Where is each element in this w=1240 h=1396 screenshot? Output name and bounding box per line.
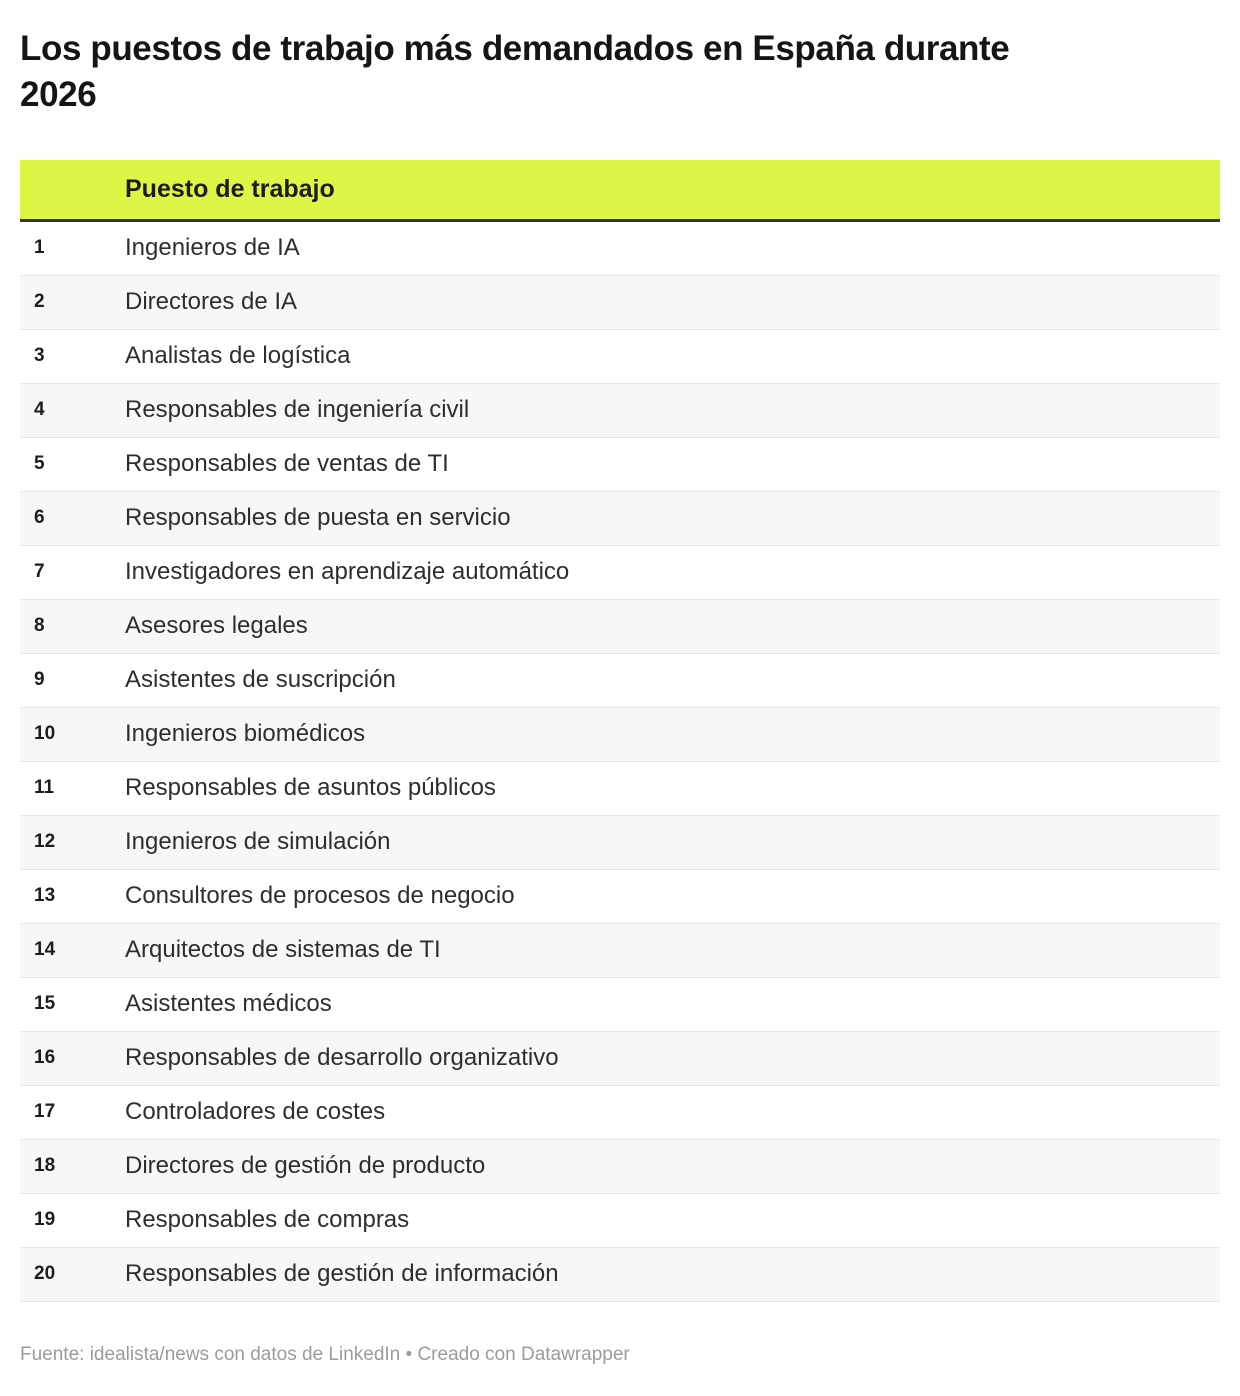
row-rank: 4 <box>34 399 45 421</box>
table-row <box>20 924 1220 978</box>
table-row <box>20 438 1220 492</box>
table-row <box>20 222 1220 276</box>
row-rank: 20 <box>34 1263 56 1285</box>
row-rank: 13 <box>34 885 56 907</box>
row-label: Consultores de procesos de negocio <box>125 882 515 910</box>
table-row <box>20 492 1220 546</box>
row-rank: 14 <box>34 939 56 961</box>
row-label: Arquitectos de sistemas de TI <box>125 936 441 964</box>
table-row <box>20 816 1220 870</box>
jobs-table <box>20 160 1220 1302</box>
table-row <box>20 1194 1220 1248</box>
row-rank: 1 <box>34 237 45 259</box>
table-row <box>20 276 1220 330</box>
row-rank: 15 <box>34 993 56 1015</box>
page-title: Los puestos de trabajo más demandados en España durante 2026 <box>20 29 1010 114</box>
row-label: Asesores legales <box>125 612 308 640</box>
table-row <box>20 978 1220 1032</box>
row-rank: 3 <box>34 345 45 367</box>
row-label: Controladores de costes <box>125 1098 386 1126</box>
row-label: Investigadores en aprendizaje automático <box>125 558 570 586</box>
row-rank: 7 <box>34 561 45 583</box>
row-rank: 12 <box>34 831 56 853</box>
row-rank: 6 <box>34 507 45 529</box>
row-label: Responsables de puesta en servicio <box>125 504 511 532</box>
row-label: Responsables de asuntos públicos <box>125 774 496 802</box>
row-rank: 5 <box>34 453 45 475</box>
row-rank: 9 <box>34 669 45 691</box>
table-header-row <box>20 160 1220 222</box>
row-label: Directores de gestión de producto <box>125 1152 486 1180</box>
table-body <box>20 222 1220 1302</box>
row-label: Ingenieros de IA <box>125 234 300 262</box>
row-rank: 18 <box>34 1155 56 1177</box>
table-row <box>20 1248 1220 1302</box>
row-rank: 11 <box>34 777 55 799</box>
row-label: Responsables de compras <box>125 1206 410 1234</box>
table-row <box>20 600 1220 654</box>
table-row <box>20 654 1220 708</box>
row-rank: 2 <box>34 291 45 313</box>
row-label: Responsables de gestión de información <box>125 1260 559 1288</box>
table-header-puesto-de-trabajo: Puesto de trabajo <box>125 174 335 203</box>
table-row <box>20 384 1220 438</box>
row-rank: 10 <box>34 723 56 745</box>
row-label: Responsables de ventas de TI <box>125 450 449 478</box>
source-attribution: Fuente: idealista/news con datos de LinkedIn • Creado con Datawrapper <box>20 1343 630 1365</box>
table-row <box>20 1032 1220 1086</box>
row-label: Analistas de logística <box>125 342 351 370</box>
row-rank: 19 <box>34 1209 56 1231</box>
row-label: Responsables de ingeniería civil <box>125 396 470 424</box>
table-row <box>20 870 1220 924</box>
row-label: Ingenieros biomédicos <box>125 720 366 748</box>
row-label: Responsables de desarrollo organizativo <box>125 1044 559 1072</box>
row-label: Ingenieros de simulación <box>125 828 391 856</box>
row-rank: 16 <box>34 1047 56 1069</box>
table-row <box>20 1086 1220 1140</box>
row-rank: 8 <box>34 615 45 637</box>
row-rank: 17 <box>34 1101 56 1123</box>
row-label: Directores de IA <box>125 288 298 316</box>
table-row <box>20 546 1220 600</box>
row-label: Asistentes de suscripción <box>125 666 396 694</box>
row-label: Asistentes médicos <box>125 990 332 1018</box>
table-row <box>20 762 1220 816</box>
table-row <box>20 330 1220 384</box>
table-row <box>20 1140 1220 1194</box>
table-row <box>20 708 1220 762</box>
